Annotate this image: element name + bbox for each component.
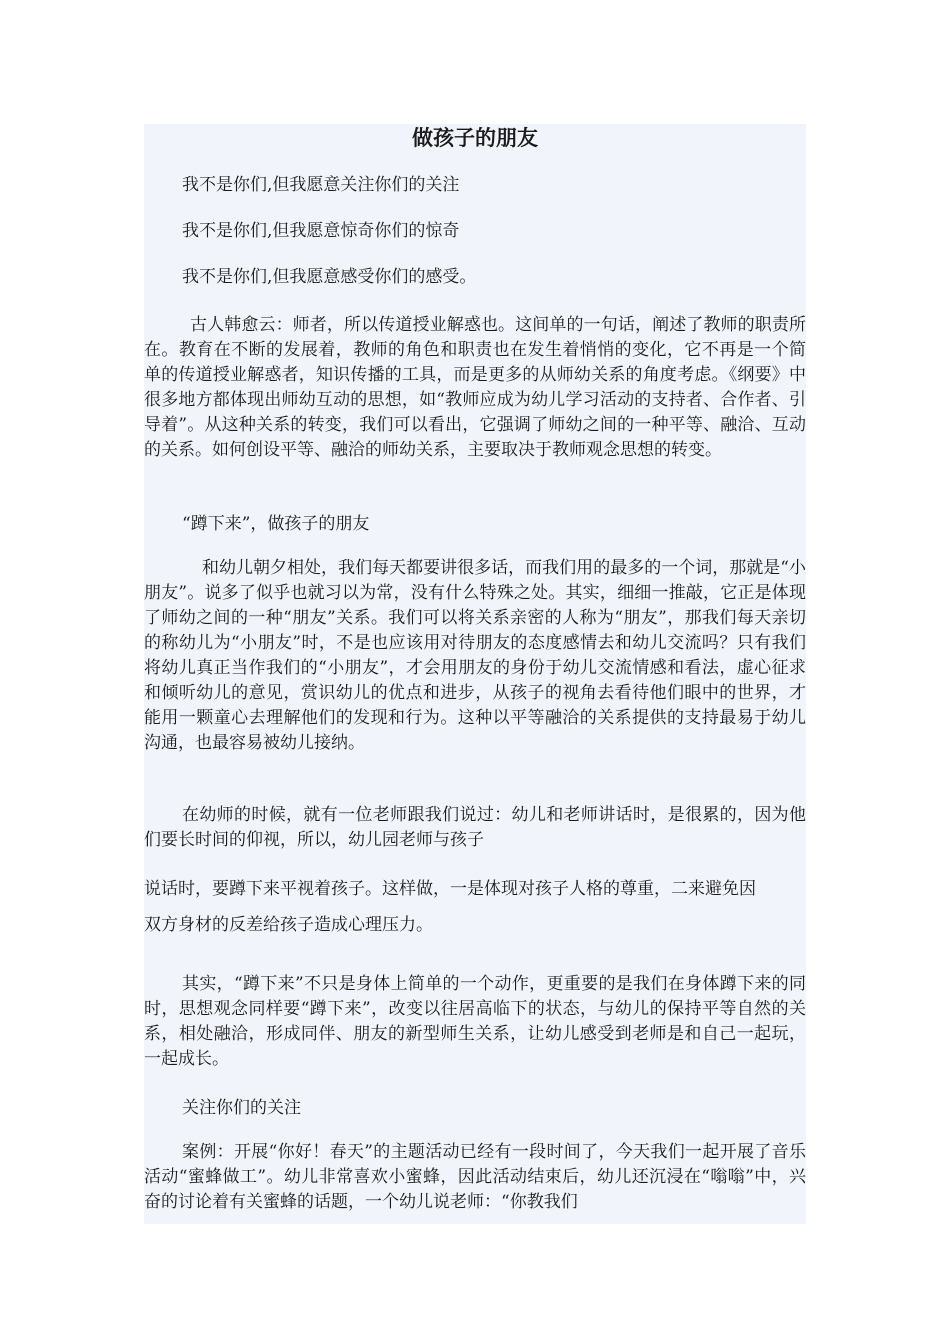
paragraph-friend: 和幼儿朝夕相处，我们每天都要讲很多话，而我们用的最多的一个词，那就是“小朋友”。说多了似乎也就习以为常，没有什么特殊之处。其实，细细一推敲，它正是体现了师幼之间的一种“朋友”关系。我们可以将关系亲密的人称为“朋友”，那我们每天亲切的称幼儿为“小朋友”时，不是也应该用对待朋友的态度感情去和幼儿交流吗？只有我们将幼儿真正当作我们的“小朋友”，才会用朋友的身份于幼儿交流情感和看法，虚心征求和倾听幼儿的意见，赏识幼儿的优点和进步，从孩子的视角去看待他们眼中的世界，才能用一颗童心去理解他们的发现和行为。这种以平等融洽的关系提供的支持最易于幼儿沟通，也最容易被幼儿接纳。 xyxy=(144,558,806,753)
paragraph-teacher-story-cont-2: 双方身材的反差给孩子造成心理压力。 xyxy=(144,915,433,935)
document-title: 做孩子的朋友 xyxy=(412,125,538,150)
paragraph-squat: 其实，“蹲下来”不只是身体上简单的一个动作，更重要的是我们在身体蹲下来的同时，思想观念同样要“蹲下来”，改变以往居高临下的状态，与幼儿的保持平等自然的关系，相处融洽，形成同伴、朋友的新型师生关系，让幼儿感受到老师是和自己一起玩，一起成长。 xyxy=(144,974,806,1069)
paragraph-teacher-story: 在幼师的时候，就有一位老师跟我们说过：幼儿和老师讲话时，是很累的，因为他们要长时间的仰视，所以，幼儿园老师与孩子 xyxy=(144,805,806,850)
verse-line-2: 我不是你们,但我愿意惊奇你们的惊奇 xyxy=(182,221,460,241)
verse-line-1: 我不是你们,但我愿意关注你们的关注 xyxy=(182,175,460,195)
paragraph-intro: 古人韩愈云：师者，所以传道授业解惑也。这间单的一句话，阐述了教师的职责所在。教育在不断的发展着，教师的角色和职责也在发生着悄悄的变化，它不再是一个简单的传道授业解惑者，知识传播的工具，而是更多的从师幼关系的角度考虑。《纲要》中很多地方都体现出师幼互动的思想，如“教师应成为幼儿学习活动的支持者、合作者、引导着”。从这种关系的转变，我们可以看出，它强调了师幼之间的一种平等、融洽、互动的关系。如何创设平等、融洽的师幼关系，主要取决于教师观念思想的转变。 xyxy=(144,315,806,460)
section-heading-attention: 关注你们的关注 xyxy=(182,1098,301,1118)
paragraph-teacher-story-cont-1: 说话时，要蹲下来平视着孩子。这样做，一是体现对孩子人格的尊重，二来避免因 xyxy=(144,879,756,899)
verse-line-3: 我不是你们,但我愿意感受你们的感受。 xyxy=(182,267,477,287)
section-heading-squat: “蹲下来”，做孩子的朋友 xyxy=(182,514,370,534)
paragraph-case: 案例：开展“你好！春天”的主题活动已经有一段时间了，今天我们一起开展了音乐活动“蜜蜂做工”。幼儿非常喜欢小蜜蜂，因此活动结束后，幼儿还沉浸在“嗡嗡”中，兴奋的讨论着有关蜜蜂的话题，一个幼儿说老师：“你教我们 xyxy=(144,1142,806,1212)
